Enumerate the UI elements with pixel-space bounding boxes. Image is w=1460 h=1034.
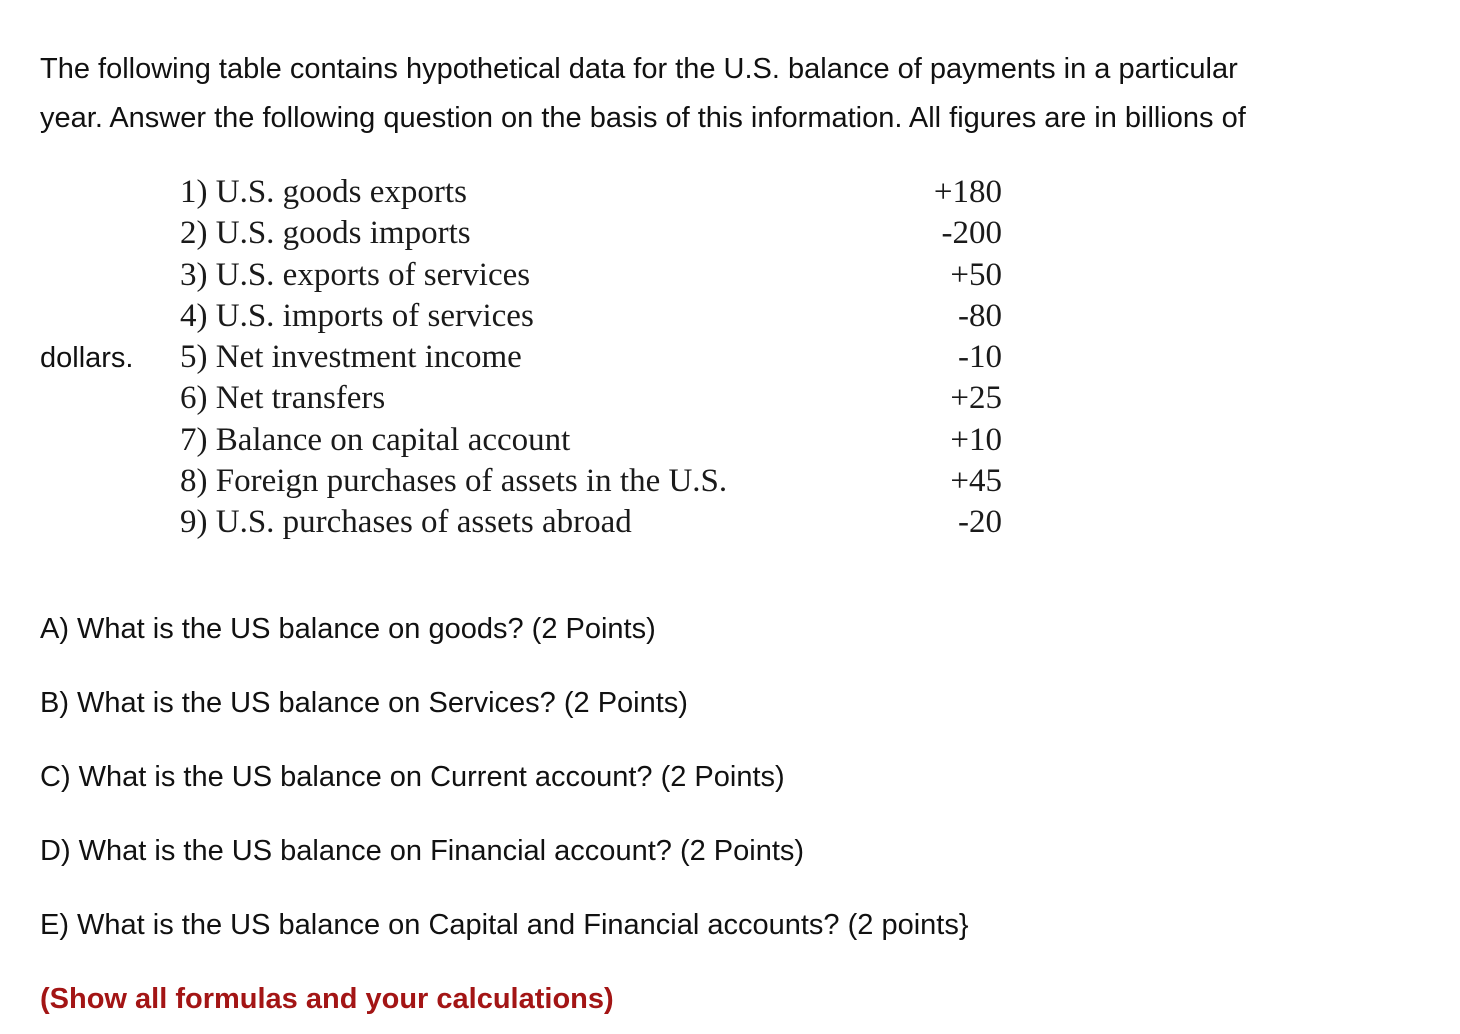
- question-c: C) What is the US balance on Current account? (2 Points): [40, 761, 785, 793]
- row-value: +50: [950, 256, 1002, 293]
- row-value: +10: [950, 421, 1002, 458]
- row-label: 2) U.S. goods imports: [180, 215, 471, 252]
- row-value: -200: [941, 215, 1002, 252]
- intro-paragraph: [40, 45, 1440, 143]
- row-label: 8) Foreign purchases of assets in the U.S.: [180, 463, 728, 500]
- row-label: 7) Balance on capital account: [180, 421, 571, 458]
- question-list: [40, 606, 969, 976]
- table-row: [180, 296, 1002, 337]
- table-row: [180, 502, 1002, 543]
- row-label: 1) U.S. goods exports: [180, 174, 467, 210]
- table-row: [180, 213, 1002, 254]
- row-label: 9) U.S. purchases of assets abroad: [180, 504, 632, 541]
- row-value: +45: [950, 463, 1002, 500]
- row-label: 4) U.S. imports of services: [180, 297, 534, 334]
- table-row: [180, 461, 1002, 502]
- intro-line-1: The following table contains hypothetical data for the U.S. balance of payments in a particular: [40, 53, 1238, 85]
- intro-line-2: year. Answer the following question on the basis of this information. All figures are in billions of: [40, 102, 1246, 134]
- table-row: [180, 378, 1002, 419]
- row-label: 6) Net transfers: [180, 380, 386, 417]
- question-a: A) What is the US balance on goods? (2 Points): [40, 613, 656, 645]
- instruction-note: (Show all formulas and your calculations): [40, 983, 614, 1015]
- table-row: [180, 420, 1002, 461]
- question-d: D) What is the US balance on Financial account? (2 Points): [40, 835, 805, 867]
- table-row: [180, 255, 1002, 296]
- table-row: [180, 172, 1002, 213]
- question-b: B) What is the US balance on Services? (2 Points): [40, 687, 688, 719]
- question-e: E) What is the US balance on Capital and Financial accounts? (2 points}: [40, 909, 969, 941]
- row-value: -20: [958, 504, 1002, 541]
- intro-line-3: dollars.: [40, 342, 134, 374]
- row-value: +180: [933, 174, 1002, 210]
- row-value: -10: [958, 339, 1002, 376]
- row-label: 5) Net investment income: [180, 339, 522, 376]
- row-value: +25: [950, 380, 1002, 417]
- row-value: -80: [958, 297, 1002, 334]
- balance-of-payments-table: [180, 172, 1002, 544]
- row-label: 3) U.S. exports of services: [180, 256, 531, 293]
- table-row: [180, 337, 1002, 378]
